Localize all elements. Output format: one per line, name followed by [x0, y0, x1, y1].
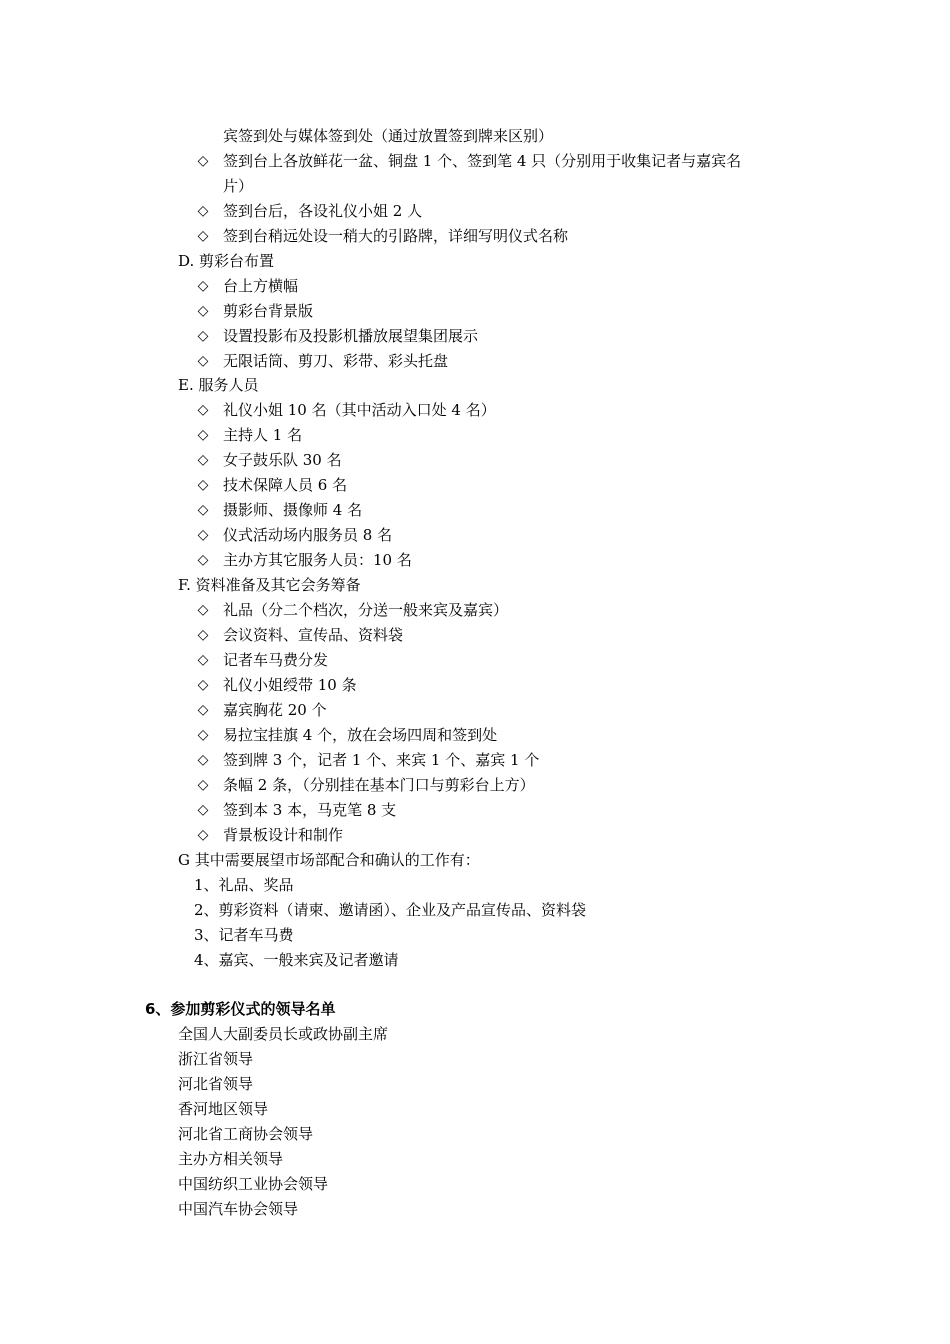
diamond-bullet-icon: ◇ — [197, 627, 209, 643]
leader-item: 中国汽车协会领导 — [178, 1200, 299, 1218]
leader-item: 香河地区领导 — [178, 1100, 269, 1118]
list-item: 主持人 1 名 — [223, 426, 303, 444]
numbered-item: 1、礼品、奖品 — [194, 876, 294, 894]
diamond-bullet-icon: ◇ — [197, 727, 209, 743]
numbered-item: 3、记者车马费 — [194, 926, 294, 944]
list-item: 签到台上各放鲜花一盆、铜盘 1 个、签到笔 4 只（分别用于收集记者与嘉宾名 — [223, 152, 742, 170]
diamond-bullet-icon: ◇ — [197, 328, 209, 344]
list-item: 背景板设计和制作 — [223, 826, 344, 844]
diamond-bullet-icon: ◇ — [197, 477, 209, 493]
list-item: 设置投影布及投影机播放展望集团展示 — [223, 327, 479, 345]
leader-item: 河北省工商协会领导 — [178, 1125, 314, 1143]
list-item: 签到本 3 本，马克笔 8 支 — [223, 801, 397, 819]
section-title: 6、参加剪彩仪式的领导名单 — [145, 1000, 336, 1018]
list-item: 记者车马费分发 — [223, 651, 329, 669]
diamond-bullet-icon: ◇ — [197, 278, 209, 294]
diamond-bullet-icon: ◇ — [197, 402, 209, 418]
leader-item: 全国人大副委员长或政协副主席 — [178, 1025, 389, 1043]
diamond-bullet-icon: ◇ — [197, 303, 209, 319]
diamond-bullet-icon: ◇ — [197, 702, 209, 718]
leader-item: 浙江省领导 — [178, 1050, 254, 1068]
leader-item: 中国纺织工业协会领导 — [178, 1175, 329, 1193]
list-item: 台上方横幅 — [223, 277, 299, 295]
list-item: 签到牌 3 个，记者 1 个、来宾 1 个、嘉宾 1 个 — [223, 751, 540, 769]
list-item: 女子鼓乐队 30 名 — [223, 451, 342, 469]
list-item: 仪式活动场内服务员 8 名 — [223, 526, 393, 544]
section-heading: F. 资料准备及其它会务筹备 — [178, 576, 361, 594]
list-item: 会议资料、宣传品、资料袋 — [223, 626, 404, 644]
diamond-bullet-icon: ◇ — [197, 752, 209, 768]
list-item: 嘉宾胸花 20 个 — [223, 701, 327, 719]
leader-item: 主办方相关领导 — [178, 1150, 284, 1168]
list-item: 片） — [223, 177, 254, 195]
section-heading: G 其中需要展望市场部配合和确认的工作有： — [178, 851, 480, 869]
diamond-bullet-icon: ◇ — [197, 353, 209, 369]
diamond-bullet-icon: ◇ — [197, 677, 209, 693]
list-item: 宾签到处与媒体签到处（通过放置签到牌来区别） — [223, 127, 554, 145]
list-item: 签到台稍远处设一稍大的引路牌，详细写明仪式名称 — [223, 227, 569, 245]
section-heading: E. 服务人员 — [178, 376, 259, 394]
leader-item: 河北省领导 — [178, 1075, 254, 1093]
list-item: 条幅 2 条，（分别挂在基本门口与剪彩台上方） — [223, 776, 535, 794]
list-item: 主办方其它服务人员：10 名 — [223, 551, 412, 569]
diamond-bullet-icon: ◇ — [197, 602, 209, 618]
list-item: 技术保障人员 6 名 — [223, 476, 348, 494]
diamond-bullet-icon: ◇ — [197, 827, 209, 843]
diamond-bullet-icon: ◇ — [197, 228, 209, 244]
diamond-bullet-icon: ◇ — [197, 552, 209, 568]
list-item: 签到台后，各设礼仪小姐 2 人 — [223, 202, 423, 220]
diamond-bullet-icon: ◇ — [197, 502, 209, 518]
list-item: 剪彩台背景版 — [223, 302, 314, 320]
diamond-bullet-icon: ◇ — [197, 652, 209, 668]
diamond-bullet-icon: ◇ — [197, 777, 209, 793]
list-item: 摄影师、摄像师 4 名 — [223, 501, 363, 519]
numbered-item: 4、嘉宾、一般来宾及记者邀请 — [194, 951, 399, 969]
diamond-bullet-icon: ◇ — [197, 427, 209, 443]
numbered-item: 2、剪彩资料（请柬、邀请函）、企业及产品宣传品、资料袋 — [194, 901, 587, 919]
diamond-bullet-icon: ◇ — [197, 527, 209, 543]
diamond-bullet-icon: ◇ — [197, 203, 209, 219]
diamond-bullet-icon: ◇ — [197, 802, 209, 818]
diamond-bullet-icon: ◇ — [197, 452, 209, 468]
list-item: 礼品（分二个档次，分送一般来宾及嘉宾） — [223, 601, 509, 619]
list-item: 易拉宝挂旗 4 个，放在会场四周和签到处 — [223, 726, 498, 744]
list-item: 礼仪小姐绶带 10 条 — [223, 676, 357, 694]
section-heading: D. 剪彩台布置 — [178, 252, 275, 270]
list-item: 无限话筒、剪刀、彩带、彩头托盘 — [223, 352, 449, 370]
list-item: 礼仪小姐 10 名（其中活动入口处 4 名） — [223, 401, 496, 419]
diamond-bullet-icon: ◇ — [197, 153, 209, 169]
